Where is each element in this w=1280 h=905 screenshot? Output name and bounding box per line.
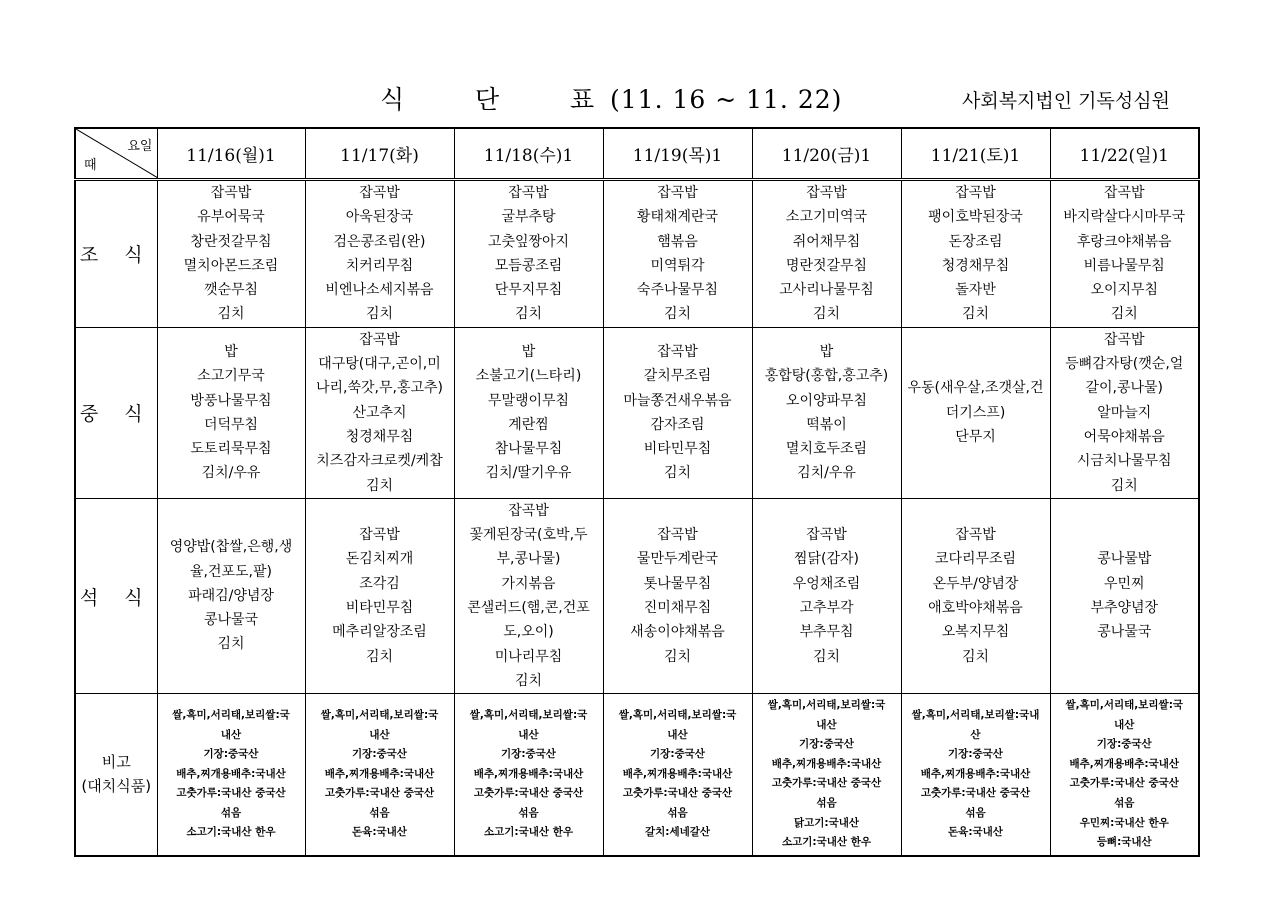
menu-item: 비엔나소세지볶음 — [325, 282, 434, 299]
menu-item: 콘샐러드(햄,콘,건포 — [467, 600, 590, 617]
menu-item: 김치 — [812, 648, 841, 665]
origin-note-line: 고춧가루:국내산 중국산 — [920, 787, 1031, 800]
origin-note-line: 고춧가루:국내산 중국산 — [176, 787, 286, 800]
menu-item: 김치 — [812, 306, 841, 323]
origin-note-line: 고춧가루:국내산 중국산 — [324, 787, 435, 800]
menu-item: 진미채무침 — [643, 600, 712, 617]
menu-item: 김치/우유 — [201, 465, 261, 482]
menu-cell — [752, 327, 901, 498]
menu-item: 잡곡밥 — [359, 331, 400, 348]
menu-item: 잡곡밥 — [210, 185, 252, 201]
meal-row — [75, 694, 1199, 856]
menu-item: 팽이호박된장국 — [928, 209, 1023, 226]
origin-note-line: 소고기:국내산 한우 — [186, 826, 276, 839]
origin-note-line: 쌀,흑미,서리태,보리쌀:국 — [320, 708, 439, 721]
menu-item: 콩나물국 — [1097, 624, 1152, 641]
menu-item: 방풍나물무침 — [190, 392, 272, 409]
menu-item: 미역튀각 — [650, 257, 705, 274]
menu-item: 잡곡밥 — [508, 502, 549, 519]
day-header: 11/16(월)1 — [157, 128, 305, 180]
menu-item: 아욱된장국 — [345, 209, 414, 226]
menu-item: 김치/우유 — [797, 465, 856, 482]
menu-item: 김치 — [961, 306, 990, 323]
menu-cell — [603, 327, 752, 498]
origin-note-line: 고춧가루:국내산 중국산 — [1069, 777, 1179, 790]
title-dates: (11. 16 ~ 11. 22) — [610, 85, 843, 114]
menu-item: 미나리무침 — [494, 648, 563, 665]
menu-item: 시금치나물무침 — [1076, 453, 1172, 470]
origin-note-line: 우민찌:국내산 한우 — [1079, 816, 1169, 829]
menu-item: 무말랭이무침 — [487, 392, 570, 409]
menu-cell — [157, 327, 305, 498]
meal-label-sub: (대치식품) — [81, 777, 152, 796]
menu-item: 애호박야채볶음 — [928, 600, 1023, 617]
menu-item: 잡곡밥 — [1103, 185, 1145, 201]
menu-item: 계란찜 — [508, 416, 549, 433]
origin-note-line: 돈육:국내산 — [948, 826, 1003, 839]
menu-item: 참나물무침 — [494, 441, 563, 458]
origin-note-cell — [752, 694, 901, 856]
origin-note-line: 섞음 — [369, 806, 390, 819]
menu-item: 콩나물국 — [203, 612, 259, 629]
menu-item: 새송이야채볶음 — [630, 624, 725, 641]
origin-note-cell — [305, 694, 454, 856]
origin-note-line: 섞음 — [965, 806, 986, 819]
origin-note-line: 산 — [970, 728, 981, 741]
menu-item: 소고기무국 — [197, 368, 265, 385]
meal-label-cell — [75, 694, 157, 856]
meal-label-cell: 중 식 — [75, 327, 157, 498]
menu-item: 김치/딸기우유 — [485, 465, 572, 482]
menu-item: 황태채계란국 — [636, 209, 719, 226]
origin-note-cell — [603, 694, 752, 856]
origin-note-line: 섞음 — [667, 806, 688, 819]
menu-item: 김치 — [663, 648, 692, 665]
origin-note-line: 기장:중국산 — [203, 748, 259, 761]
origin-note-line: 고춧가루:국내산 중국산 — [622, 787, 733, 800]
title-char-1: 식 — [380, 85, 406, 114]
menu-item: 온두부/양념장 — [932, 575, 1019, 592]
origin-note-line: 섞음 — [220, 806, 242, 819]
menu-item: 감자조림 — [650, 416, 705, 433]
origin-note-line: 배추,찌개용배추:국내산 — [176, 767, 286, 780]
origin-note-line: 섞음 — [816, 797, 837, 810]
menu-item: 단무지 — [955, 428, 996, 445]
menu-cell — [157, 180, 305, 328]
origin-note-line: 쌀,흑미,서리태,보리쌀:국 — [172, 708, 290, 721]
origin-note-line: 닭고기:국내산 — [793, 816, 860, 829]
menu-item: 갈치무조림 — [643, 368, 712, 385]
menu-item: 청경채무침 — [941, 257, 1010, 274]
menu-item: 나리,쑥갓,무,홍고추) — [315, 380, 443, 397]
menu-item: 영양밥(찹쌀,은행,생 — [169, 539, 293, 556]
menu-item: 등뼈감자탕(깻순,얼 — [1065, 356, 1184, 373]
menu-cell — [454, 327, 603, 498]
menu-item: 물만두계란국 — [636, 551, 719, 568]
day-header: 11/19(목)1 — [603, 128, 752, 180]
meal-row — [75, 327, 1199, 498]
menu-item: 더덕무침 — [203, 416, 259, 433]
menu-item: 잡곡밥 — [657, 343, 698, 360]
origin-note-line: 섞음 — [1114, 797, 1135, 810]
menu-item: 콩나물밥 — [1097, 551, 1152, 568]
menu-item: 잡곡밥 — [359, 527, 400, 544]
origin-note-cell — [901, 694, 1050, 856]
day-header: 11/18(수)1 — [454, 128, 603, 180]
menu-item: 밥 — [819, 343, 834, 360]
menu-item: 마늘쫑건새우볶음 — [623, 392, 732, 409]
origin-note-cell — [1050, 694, 1199, 856]
menu-item: 갈이,콩나물) — [1085, 380, 1164, 397]
origin-note-line: 배추,찌개용배추:국내산 — [1069, 757, 1180, 770]
menu-cell — [305, 498, 454, 693]
meal-row — [75, 498, 1199, 693]
menu-item: 김치 — [365, 477, 394, 494]
menu-item: 돈김치찌개 — [345, 551, 414, 568]
menu-item: 단무지무침 — [494, 282, 563, 299]
menu-item: 돌자반 — [955, 282, 996, 299]
menu-item: 깻순무침 — [203, 282, 259, 299]
menu-item: 김치 — [217, 636, 245, 653]
menu-item: 모듬콩조림 — [494, 257, 563, 274]
menu-item: 도,오이) — [503, 624, 554, 641]
menu-item: 김치 — [365, 648, 394, 665]
origin-note-line: 기장:중국산 — [501, 748, 556, 761]
origin-note-line: 고춧가루:국내산 중국산 — [771, 777, 882, 790]
menu-item: 멸치호두조림 — [785, 441, 868, 458]
menu-cell — [1050, 327, 1199, 498]
menu-cell — [305, 180, 454, 328]
menu-cell — [901, 327, 1050, 498]
menu-cell — [1050, 498, 1199, 693]
origin-note-cell — [454, 694, 603, 856]
menu-cell — [454, 180, 603, 328]
menu-item: 멸치아몬드조림 — [183, 257, 279, 274]
menu-item: 김치 — [961, 648, 990, 665]
meal-label-cell: 석 식 — [75, 498, 157, 693]
header-row — [75, 128, 1199, 180]
origin-note-line: 배추,찌개용배추:국내산 — [920, 767, 1031, 780]
meal-label-cell: 조 식 — [75, 180, 157, 328]
menu-item: 꽃게된장국(호박,두 — [469, 527, 588, 544]
menu-item: 고사리나물무침 — [779, 282, 874, 299]
menu-item: 홍합탕(홍합,홍고추) — [764, 368, 889, 385]
menu-item: 잡곡밥 — [955, 527, 996, 544]
menu-item: 메추리알장조림 — [332, 624, 427, 641]
menu-item: 김치 — [514, 672, 543, 689]
menu-item: 산고추지 — [352, 404, 407, 421]
menu-item: 검은콩조림(완) — [333, 233, 426, 250]
menu-item: 잡곡밥 — [806, 527, 847, 544]
menu-item: 잡곡밥 — [508, 185, 549, 201]
menu-cell — [157, 498, 305, 693]
corner-day-label: 요일 — [127, 139, 153, 154]
menu-item: 율,건포도,팥) — [190, 563, 272, 580]
menu-item: 우동(새우살,조갯살,건 — [907, 380, 1044, 397]
menu-item: 고추부각 — [799, 600, 854, 617]
day-header: 11/22(일)1 — [1050, 128, 1199, 180]
day-header: 11/17(화) — [305, 128, 454, 180]
origin-note-line: 소고기:국내산 한우 — [782, 836, 871, 849]
menu-cell — [901, 180, 1050, 328]
menu-item: 잡곡밥 — [955, 185, 996, 201]
menu-item: 오복지무침 — [941, 624, 1010, 641]
origin-note-line: 내산 — [518, 728, 539, 741]
menu-item: 도토리묵무침 — [190, 441, 272, 458]
menu-item: 숙주나물무침 — [636, 282, 719, 299]
menu-cell — [752, 498, 901, 693]
origin-note-line: 갈치:세네갈산 — [644, 826, 711, 839]
menu-item: 김치 — [514, 306, 543, 323]
origin-note-line: 기장:중국산 — [1096, 738, 1152, 751]
menu-item: 김치 — [217, 306, 245, 323]
origin-note-line: 쌀,흑미,서리태,보리쌀:국 — [1065, 699, 1184, 712]
menu-item: 김치 — [663, 465, 692, 482]
origin-note-line: 돈육:국내산 — [352, 826, 407, 839]
menu-item: 파래김/양념장 — [188, 587, 274, 604]
origin-note-line: 고춧가루:국내산 중국산 — [473, 787, 584, 800]
menu-item: 청경채무침 — [345, 428, 414, 445]
menu-item: 어묵야채볶음 — [1083, 428, 1165, 445]
page-title — [380, 80, 842, 116]
origin-note-line: 내산 — [667, 728, 688, 741]
origin-note-line: 기장:중국산 — [948, 748, 1003, 761]
menu-item: 소불고기(느타리) — [475, 368, 582, 385]
menu-item: 김치 — [1110, 306, 1138, 323]
meal-plan-table — [74, 127, 1200, 857]
menu-item: 부,콩나물) — [496, 551, 561, 568]
menu-item: 부추무침 — [799, 624, 854, 641]
origin-note-line: 소고기:국내산 한우 — [484, 826, 573, 839]
meal-label: 비고 — [101, 753, 131, 772]
menu-item: 고춧잎짱아지 — [487, 233, 570, 250]
meal-row — [75, 180, 1199, 328]
menu-item: 부추양념장 — [1090, 600, 1159, 617]
menu-item: 쥐어채무침 — [792, 233, 861, 250]
menu-item: 김치 — [1110, 477, 1138, 494]
menu-item: 밥 — [521, 343, 536, 360]
menu-cell — [603, 180, 752, 328]
menu-item: 후랑크야채볶음 — [1076, 233, 1172, 250]
menu-item: 우엉채조림 — [792, 575, 861, 592]
origin-note-line: 기장:중국산 — [799, 738, 854, 751]
origin-note-line: 쌀,흑미,서리태,보리쌀:국 — [469, 708, 588, 721]
menu-item: 비타민무침 — [643, 441, 712, 458]
origin-note-cell — [157, 694, 305, 856]
origin-note-line: 내산 — [369, 728, 390, 741]
menu-cell — [901, 498, 1050, 693]
menu-cell — [305, 327, 454, 498]
origin-note-line: 배추,찌개용배추:국내산 — [771, 757, 882, 770]
origin-note-line: 쌀,흑미,서리태,보리쌀:국 — [767, 699, 886, 712]
menu-item: 소고기미역국 — [785, 209, 868, 226]
menu-cell — [752, 180, 901, 328]
origin-note-line: 내산 — [1114, 718, 1135, 731]
menu-item: 김치 — [663, 306, 692, 323]
menu-item: 톳나물무침 — [643, 575, 712, 592]
menu-item: 조각김 — [359, 575, 400, 592]
menu-item: 치즈감자크로켓/케찹 — [316, 453, 443, 470]
menu-item: 김치 — [365, 306, 394, 323]
menu-item: 바지락살다시마무국 — [1063, 209, 1186, 226]
menu-item: 비타민무침 — [345, 600, 414, 617]
menu-item: 명란젓갈무침 — [785, 257, 868, 274]
corner-cell — [75, 128, 157, 180]
menu-item: 대구탕(대구,곤이,미 — [318, 356, 441, 373]
origin-note-line: 쌀,흑미,서리태,보리쌀:국내 — [911, 708, 1040, 721]
origin-note-line: 쌀,흑미,서리태,보리쌀:국 — [618, 708, 737, 721]
menu-item: 찜닭(감자) — [793, 551, 860, 568]
menu-item: 오이지무침 — [1090, 282, 1159, 299]
menu-item: 우민찌 — [1103, 575, 1145, 592]
menu-item: 잡곡밥 — [657, 527, 698, 544]
menu-item: 잡곡밥 — [359, 185, 400, 201]
menu-item: 밥 — [224, 343, 238, 360]
menu-item: 가지볶음 — [501, 575, 556, 592]
origin-note-line: 배추,찌개용배추:국내산 — [473, 767, 584, 780]
menu-item: 치커리무침 — [345, 257, 414, 274]
menu-item: 잡곡밥 — [657, 185, 698, 201]
menu-cell — [603, 498, 752, 693]
menu-cell — [454, 498, 603, 693]
origin-note-line: 배추,찌개용배추:국내산 — [622, 767, 733, 780]
menu-item: 떡볶이 — [806, 416, 847, 433]
corner-meal-label: 때 — [84, 158, 97, 173]
menu-item: 햄볶음 — [657, 233, 698, 250]
menu-item: 비름나물무침 — [1083, 257, 1165, 274]
origin-note-line: 내산 — [220, 728, 242, 741]
origin-note-line: 섞음 — [518, 806, 539, 819]
menu-item: 잡곡밥 — [806, 185, 847, 201]
menu-cell — [1050, 180, 1199, 328]
origin-note-line: 기장:중국산 — [352, 748, 407, 761]
menu-item: 유부어묵국 — [197, 209, 265, 226]
menu-item: 코다리무조림 — [934, 551, 1017, 568]
origin-note-line: 등뼈:국내산 — [1096, 836, 1152, 849]
origin-note-line: 기장:중국산 — [650, 748, 705, 761]
menu-item: 창란젓갈무침 — [190, 233, 272, 250]
day-header: 11/21(토)1 — [901, 128, 1050, 180]
menu-item: 굴부추탕 — [501, 209, 556, 226]
title-char-3: 표 — [570, 85, 596, 114]
menu-item: 돈장조림 — [948, 233, 1003, 250]
menu-item: 더기스프) — [945, 404, 1006, 421]
origin-note-line: 내산 — [816, 718, 837, 731]
menu-item: 잡곡밥 — [1103, 331, 1145, 348]
origin-note-line: 배추,찌개용배추:국내산 — [324, 767, 435, 780]
menu-item: 알마늘지 — [1097, 404, 1152, 421]
day-header: 11/20(금)1 — [752, 128, 901, 180]
menu-item: 오이양파무침 — [785, 392, 868, 409]
organization-name: 사회복지법인 기독성심원 — [962, 90, 1170, 112]
title-char-2: 단 — [475, 85, 501, 114]
